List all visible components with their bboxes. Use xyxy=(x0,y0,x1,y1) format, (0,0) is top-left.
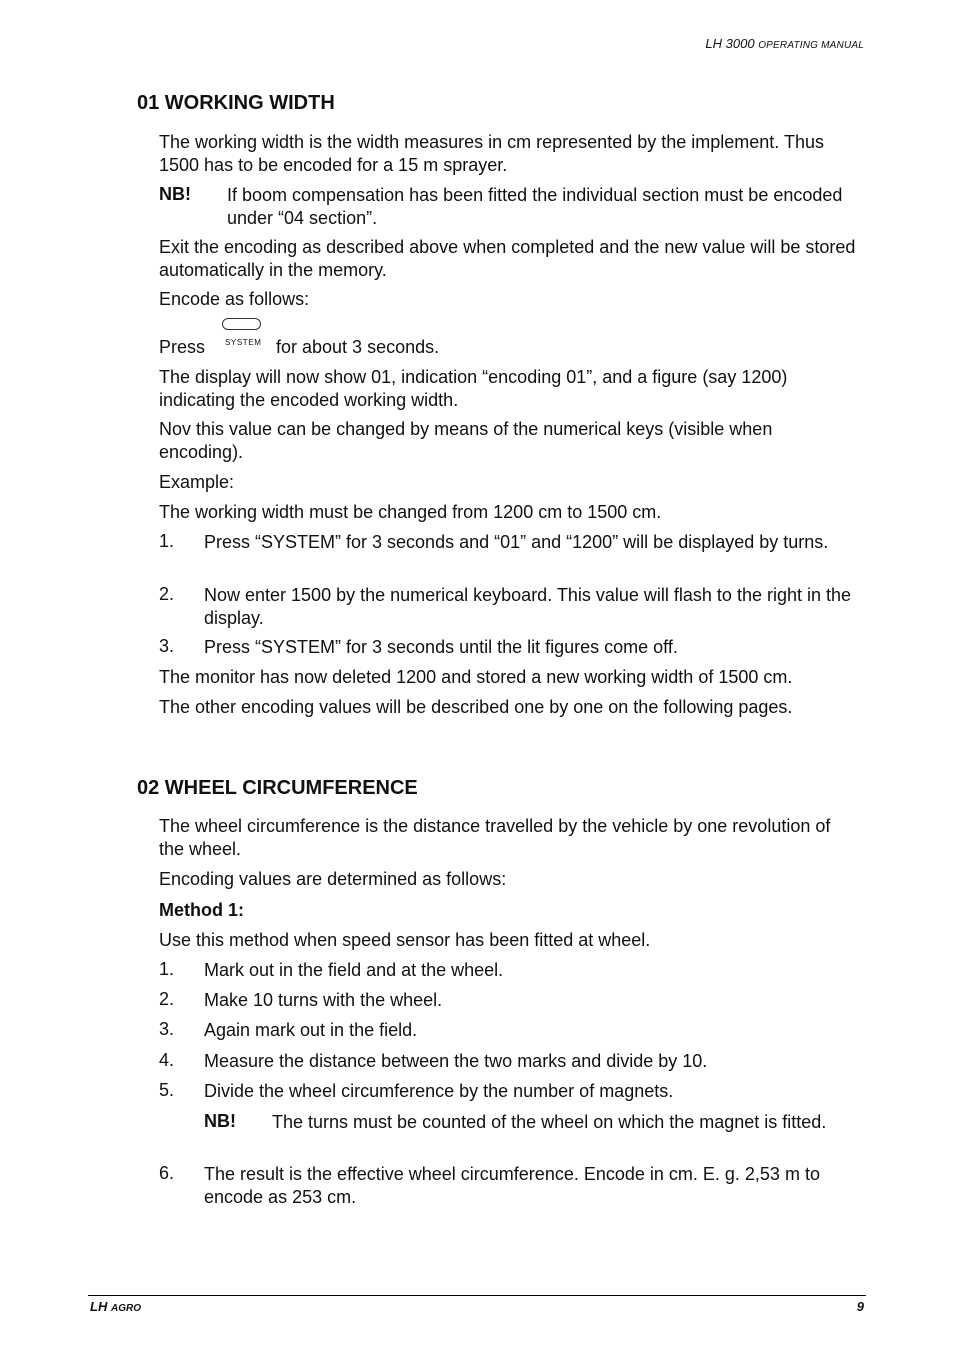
press-suffix: for about 3 seconds. xyxy=(276,337,440,357)
section-heading-working-width: 01 WORKING WIDTH xyxy=(137,92,335,114)
method-label: Method 1: xyxy=(159,900,244,920)
step-text: Press “SYSTEM” for 3 seconds and “01” and “1200” will be displayed by turns. xyxy=(204,532,829,552)
nb-label: NB! xyxy=(159,184,191,204)
page-number: 9 xyxy=(856,1299,864,1314)
paragraph: The wheel circumference is the distance travelled by the vehicle by one revolution of the wheel. xyxy=(159,816,831,859)
step-number: 3. xyxy=(159,636,175,656)
step-number: 1. xyxy=(159,531,175,551)
paragraph: Exit the encoding as described above when completed and the new value will be stored automatically in the memory. xyxy=(159,237,856,280)
footer-brand-name: LH xyxy=(90,1299,108,1314)
header-title: OPERATING MANUAL xyxy=(758,40,864,51)
system-key-icon xyxy=(222,318,261,330)
step-text: Divide the wheel circumference by the number of magnets. xyxy=(204,1081,674,1101)
header-model: LH 3000 xyxy=(705,36,755,51)
step-text: Make 10 turns with the wheel. xyxy=(204,990,443,1010)
nb-label: NB! xyxy=(204,1111,236,1131)
paragraph: Encode as follows: xyxy=(159,289,310,309)
step-number: 5. xyxy=(159,1080,175,1100)
paragraph: The monitor has now deleted 1200 and stored a new working width of 1500 cm. xyxy=(159,667,793,687)
step-text: Mark out in the field and at the wheel. xyxy=(204,960,504,980)
paragraph: Encoding values are determined as follows: xyxy=(159,869,507,889)
paragraph: Example: xyxy=(159,472,235,492)
step-text: Now enter 1500 by the numerical keyboard. This value will flash to the right in the display. xyxy=(204,585,852,628)
step-number: 2. xyxy=(159,989,175,1009)
paragraph: The other encoding values will be described one by one on the following pages. xyxy=(159,697,793,717)
footer-brand-suffix: AGRO xyxy=(110,1303,141,1314)
step-number: 1. xyxy=(159,959,175,979)
paragraph: The working width must be changed from 1200 cm to 1500 cm. xyxy=(159,502,662,522)
step-text: Press “SYSTEM” for 3 seconds until the lit figures come off. xyxy=(204,637,678,657)
nb-text: The turns must be counted of the wheel on which the magnet is fitted. xyxy=(272,1112,827,1132)
paragraph: The display will now show 01, indication “encoding 01”, and a figure (say 1200) indicating the encoded working width. xyxy=(159,367,788,410)
paragraph: Use this method when speed sensor has been fitted at wheel. xyxy=(159,930,651,950)
footer-divider xyxy=(88,1295,866,1296)
page-header xyxy=(705,36,864,51)
paragraph: Nov this value can be changed by means of the numerical keys (visible when encoding). xyxy=(159,419,773,462)
step-text: Again mark out in the field. xyxy=(204,1020,418,1040)
step-number: 2. xyxy=(159,584,175,604)
paragraph: The working width is the width measures in cm represented by the implement. Thus 1500 has to be encoded for a 15 m sprayer. xyxy=(159,132,824,175)
step-text: The result is the effective wheel circumference. Encode in cm. E. g. 2,53 m to encode as 253 cm. xyxy=(204,1164,820,1207)
nb-text: If boom compensation has been fitted the individual section must be encoded under “04 section”. xyxy=(227,185,843,228)
step-number: 6. xyxy=(159,1163,175,1183)
step-text: Measure the distance between the two marks and divide by 10. xyxy=(204,1051,708,1071)
press-label: Press xyxy=(159,337,206,357)
section-heading-wheel-circumference: 02 WHEEL CIRCUMFERENCE xyxy=(137,777,418,799)
footer-brand xyxy=(90,1299,141,1314)
step-number: 4. xyxy=(159,1050,175,1070)
system-key-label: SYSTEM xyxy=(225,338,262,347)
step-number: 3. xyxy=(159,1019,175,1039)
